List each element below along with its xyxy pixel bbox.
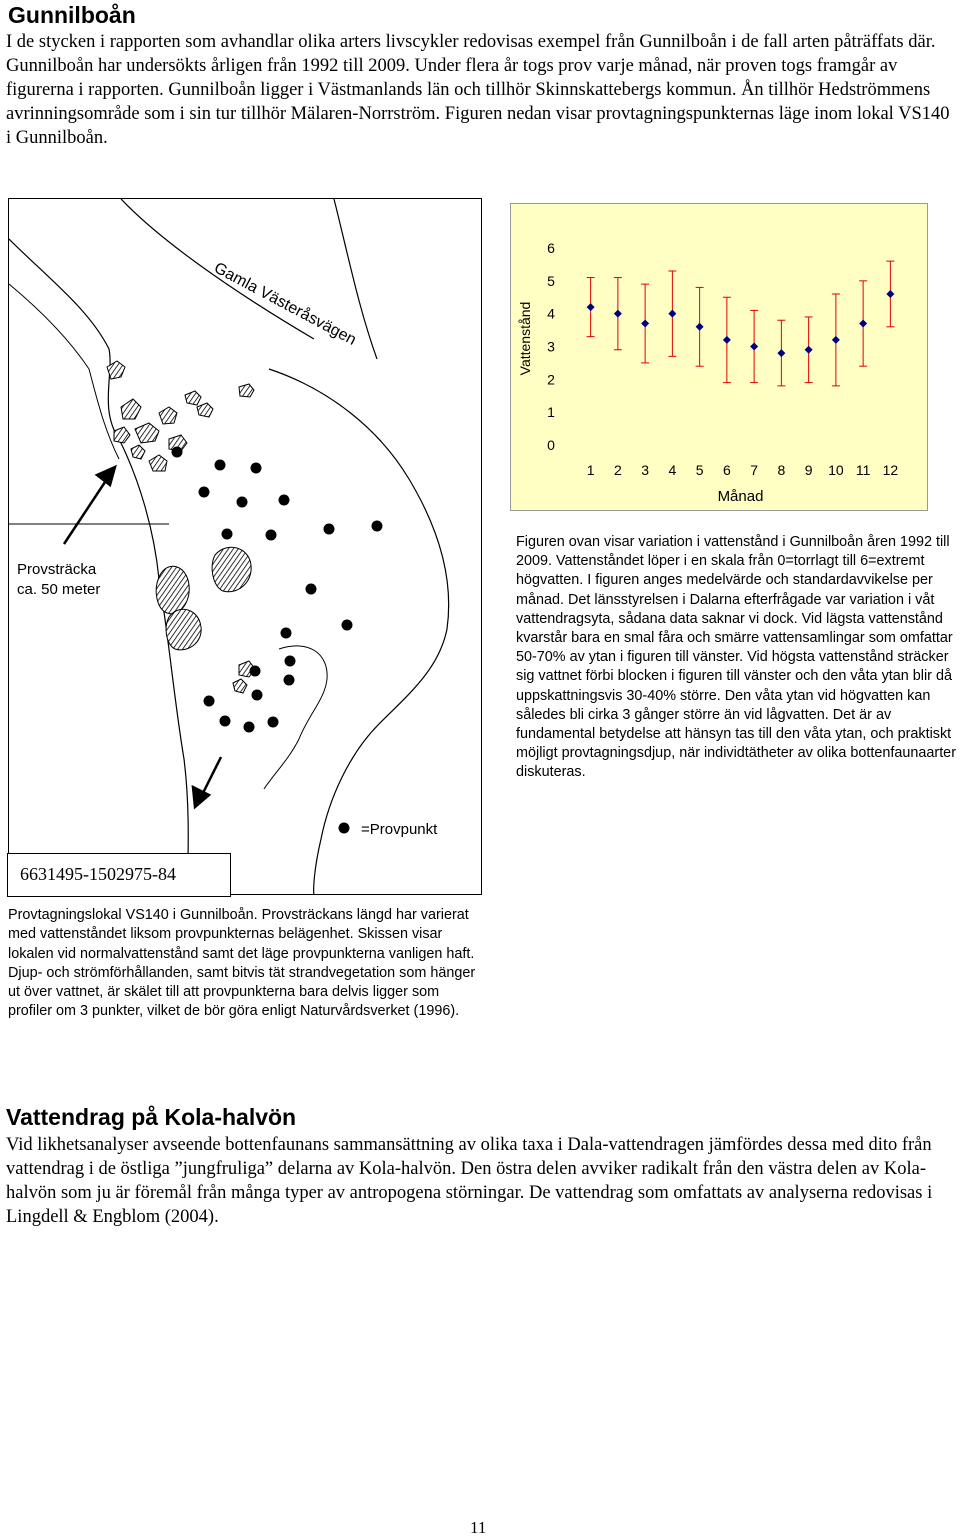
boulder bbox=[185, 391, 201, 405]
chart-plot bbox=[511, 204, 929, 512]
y-tick-label: 0 bbox=[547, 437, 555, 453]
y-tick-label: 2 bbox=[547, 371, 555, 388]
sampling-point bbox=[281, 628, 292, 639]
boulder bbox=[166, 609, 201, 650]
mean-marker bbox=[805, 346, 813, 354]
mean-marker bbox=[777, 349, 785, 357]
mean-marker bbox=[832, 336, 840, 344]
water-level-chart bbox=[510, 203, 928, 511]
sampling-point bbox=[220, 716, 231, 727]
legend-point-symbol bbox=[339, 823, 350, 834]
boulder bbox=[135, 423, 159, 443]
mean-marker bbox=[641, 320, 649, 328]
stream-bank-right bbox=[269, 369, 449, 895]
x-tick-label: 7 bbox=[750, 462, 759, 478]
sampling-point bbox=[268, 717, 279, 728]
section-title-kola: Vattendrag på Kola-halvön bbox=[6, 1104, 297, 1130]
boulder bbox=[149, 455, 167, 471]
sampling-point bbox=[266, 530, 277, 541]
x-axis-label: Månad bbox=[717, 488, 764, 505]
mean-marker bbox=[723, 336, 731, 344]
boulder bbox=[159, 407, 177, 424]
boulder bbox=[114, 427, 130, 443]
legend-label: =Provpunkt bbox=[361, 821, 438, 838]
mean-marker bbox=[668, 310, 676, 318]
sampling-points bbox=[172, 447, 383, 834]
reach-label-line1: Provsträcka bbox=[17, 561, 97, 578]
mean-marker bbox=[696, 323, 704, 331]
boulder bbox=[131, 445, 145, 459]
sampling-point bbox=[324, 524, 335, 535]
mean-marker bbox=[614, 310, 622, 318]
x-tick-label: 8 bbox=[777, 462, 786, 478]
x-tick-label: 3 bbox=[641, 462, 650, 478]
mean-marker bbox=[886, 290, 894, 298]
x-tick-label: 12 bbox=[882, 462, 899, 478]
intro-paragraph: I de stycken i rapporten som avhandlar olika arters livscykler redovisas exempel från Gunnilboån i de fall arten påträffats där. Gunnilboån har undersökts årligen från 1992 till 2009. Under flera år togs prov varje månad, när proven togs framgår av figurerna i rapporten. Gunnilboån ligger i Västmanlands län och tillhör Skinnskattebergs kommun. Ån tillhör Hedströmmens avrinningsområde som i sin tur tillhör Mälaren-Norrström. Figuren nedan visar provtagningspunkternas läge inom lokal VS140 i Gunnilboån. bbox=[6, 32, 950, 148]
sampling-point bbox=[342, 620, 353, 631]
sampling-point bbox=[172, 447, 183, 458]
x-tick-label: 2 bbox=[613, 462, 622, 478]
boulder bbox=[233, 679, 247, 693]
y-tick-label: 4 bbox=[547, 305, 555, 322]
sampling-point bbox=[199, 487, 210, 498]
site-coordinates: 6631495-1502975-84 bbox=[7, 853, 231, 897]
sampling-point bbox=[285, 656, 296, 667]
sampling-point bbox=[251, 463, 262, 474]
reach-label-line2: ca. 50 meter bbox=[17, 581, 101, 598]
page-number: 11 bbox=[470, 1518, 487, 1537]
sampling-point bbox=[222, 529, 233, 540]
kola-paragraph: Vid likhetsanalyser avseende bottenfaunans sammansättning av olika taxa i Dala-vattendragen jämfördes dessa med dito från vattendrag i de östliga ”jungfruliga” delarna av Kola-halvön. Den östra delen avviker radikalt från den västra delen av Kola-halvön som ju är föremål från många typer av antropogena störningar. De vattendrag som omfattats av analyserna redovisas i Lingdell & Engblom (2004). bbox=[6, 1135, 933, 1227]
x-tick-label: 10 bbox=[828, 462, 844, 478]
sampling-point bbox=[244, 722, 255, 733]
mean-marker bbox=[587, 303, 595, 311]
y-tick-label: 5 bbox=[547, 272, 555, 289]
sampling-point bbox=[252, 690, 263, 701]
sampling-point bbox=[279, 495, 290, 506]
stream-bank-left-inner bbox=[9, 284, 119, 459]
sampling-point bbox=[250, 666, 261, 677]
boulder bbox=[212, 547, 251, 592]
y-tick-label: 3 bbox=[547, 338, 555, 355]
boulder bbox=[121, 399, 141, 419]
sampling-point bbox=[237, 497, 248, 508]
x-tick-label: 4 bbox=[668, 462, 677, 478]
x-tick-label: 5 bbox=[695, 462, 704, 478]
chart-caption: Figuren ovan visar variation i vattenstånd i Gunnilboån åren 1992 till 2009. Vattenståndet löper i en skala från 0=torrlagt till 6=extremt högvatten. I figuren anges medelvärde och standardavvikelse per månad. Det länsstyrelsen i Dalarna efterfrågade var variation i våt vattendragsyta, sådana data saknar vi dock. Vid lägsta vattenstånd kvarstår bara en smal fåra och smärre vattensamlingar som omfattar 50-70% av ytan i figuren till vänster. Vid högsta vattenstånd sträcker sig vattnet förbi blocken i figuren till vänster och den våta ytan blir då uppskattningsvis 30-40% större. Den våta ytan vid högvatten kan således bli cirka 3 gånger större än vid lågvatten. Det är av fundamental betydelse att hänsyn tas till den våta ytan, och praktiskt möjligt provtagningsdjup, när individtätheter av olika bottenfaunaarter diskuteras. bbox=[516, 534, 956, 781]
x-tick-label: 9 bbox=[804, 462, 813, 478]
sampling-point bbox=[372, 521, 383, 532]
sampling-point bbox=[306, 584, 317, 595]
map-drawing bbox=[9, 199, 482, 895]
arrowhead-icon bbox=[193, 787, 209, 807]
section-title-gunnilboan: Gunnilboån bbox=[8, 2, 136, 28]
y-tick-label: 6 bbox=[547, 240, 555, 256]
boulder bbox=[156, 566, 189, 613]
boulder bbox=[197, 403, 213, 417]
boulder bbox=[239, 384, 254, 397]
x-tick-label: 1 bbox=[586, 462, 595, 478]
map-caption: Provtagningslokal VS140 i Gunnilboån. Provsträckans längd har varierat med vattenståndet liksom provpunkternas belägenhet. Skissen visar lokalen vid normalvattenstånd samt det läge provpunkterna vanligen haft. Djup- och strömförhållanden, samt bitvis tät strandvegetation som hänger ut över vattnet, är skälet till att provpunkterna bara delvis ligger som profiler om 3 punkter, vilket de bör göra enligt Naturvårdsverket (1996). bbox=[8, 907, 476, 1020]
arrow-to-upper-reach bbox=[64, 476, 109, 544]
mean-marker bbox=[750, 343, 758, 351]
arrow-to-lower-reach bbox=[201, 757, 221, 797]
sampling-point bbox=[204, 696, 215, 707]
x-tick-label: 6 bbox=[722, 462, 731, 478]
site-sketch-map bbox=[8, 198, 482, 895]
x-tick-label: 11 bbox=[855, 462, 871, 478]
y-tick-label: 1 bbox=[547, 404, 555, 421]
mean-marker bbox=[859, 320, 867, 328]
arrowhead-icon bbox=[97, 467, 115, 485]
road-label: Gamla Västeråsvägen bbox=[211, 259, 359, 349]
boulders bbox=[107, 361, 255, 693]
sampling-point bbox=[284, 675, 295, 686]
sampling-point bbox=[215, 460, 226, 471]
y-axis-label: Vattenstånd bbox=[517, 301, 533, 376]
